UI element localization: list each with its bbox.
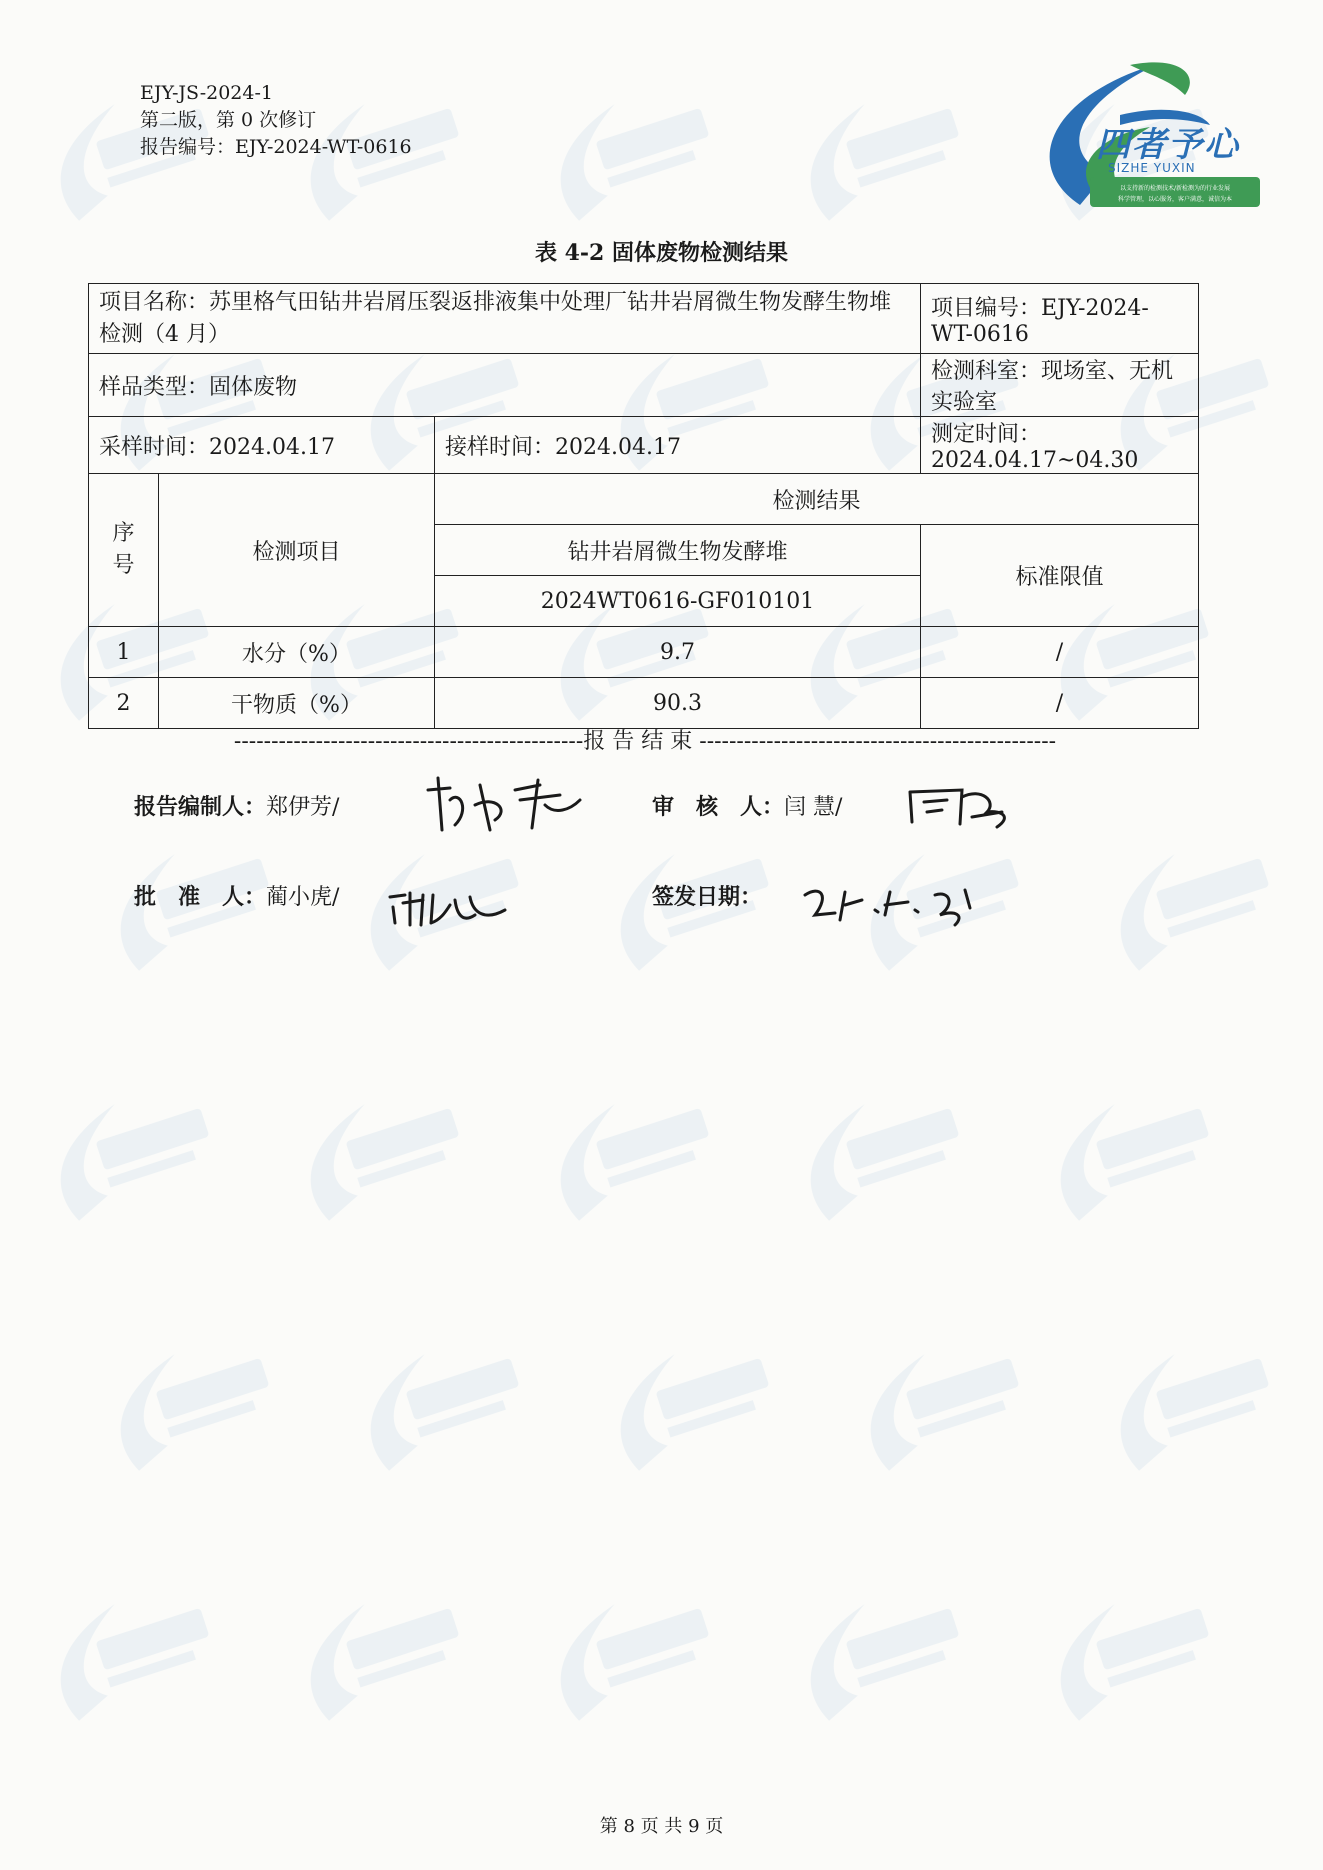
- watermark-logo-icon: [526, 1064, 744, 1237]
- reviewer-label: 审 核 人：: [652, 794, 785, 820]
- watermark-logo-icon: [26, 1064, 244, 1237]
- row-item: 干物质（%）: [159, 678, 435, 729]
- issue-date-row: [652, 880, 762, 911]
- watermark-logo-icon: [526, 64, 744, 237]
- approver-signature: [385, 885, 515, 930]
- preparer-label: 报告编制人：: [134, 794, 267, 820]
- row-seq: 1: [89, 627, 159, 678]
- watermark-logo-icon: [336, 1314, 554, 1487]
- watermark-logo-icon: [1026, 1564, 1244, 1737]
- report-end-line: -----------------------------------------------报 告 结 束 ------------------------------------------------: [233, 729, 1057, 754]
- watermark-logo-icon: [86, 1314, 304, 1487]
- row-limit: /: [921, 627, 1199, 678]
- logo-name-cn: 四者予心: [1096, 125, 1240, 165]
- row-item: 水分（%）: [159, 627, 435, 678]
- approver-row: [134, 880, 339, 911]
- lab-cell: 检测科室：现场室、无机实验室: [921, 354, 1199, 417]
- row-value: 90.3: [435, 678, 921, 729]
- preparer-row: [134, 790, 339, 821]
- col-result-header: 检测结果: [435, 474, 1199, 525]
- watermark-logo-icon: [1026, 1064, 1244, 1237]
- col-item-header: 检测项目: [159, 474, 435, 627]
- sample-name-header: 钻井岩屑微生物发酵堆: [435, 525, 921, 576]
- preparer-signature: [420, 770, 590, 840]
- table-row-times: [89, 417, 1199, 474]
- watermark-logo-icon: [276, 1064, 494, 1237]
- approver-label: 批 准 人：: [134, 884, 267, 910]
- watermark-logo-icon: [586, 1314, 804, 1487]
- approver-name: 蔺小虎/: [266, 885, 340, 910]
- report-number: 报告编号：EJY-2024-WT-0616: [140, 136, 412, 158]
- receiving-time-cell: 接样时间：2024.04.17: [435, 417, 921, 474]
- sample-type-cell: 样品类型：固体废物: [89, 354, 921, 417]
- row-value: 9.7: [435, 627, 921, 678]
- table-row-header-1: [89, 474, 1199, 525]
- logo-tagline-1: 以支持新的检测技术/新检测为的行业发展: [1119, 185, 1231, 192]
- row-limit: /: [921, 678, 1199, 729]
- col-seq-label: 序号: [112, 521, 135, 578]
- watermark-logo-icon: [26, 1564, 244, 1737]
- testing-time-cell: 测定时间：2024.04.17~04.30: [921, 417, 1199, 474]
- document-header: [140, 80, 412, 161]
- logo-tagline-box: [1090, 177, 1260, 207]
- project-no-cell: 项目编号：EJY-2024-WT-0616: [921, 284, 1199, 354]
- preparer-name: 郑伊芳/: [266, 795, 340, 820]
- logo-tagline-2: 科学管理，以心服务，客户满意，诚信为本: [1117, 196, 1232, 203]
- page-footer: 第 8 页 共 9 页: [599, 1816, 724, 1837]
- doc-code: EJY-JS-2024-1: [140, 82, 273, 104]
- table-row: [89, 627, 1199, 678]
- watermark-logo-icon: [1086, 814, 1304, 987]
- col-limit-header: 标准限值: [921, 525, 1199, 627]
- sampling-time-cell: 采样时间：2024.04.17: [89, 417, 435, 474]
- watermark-logo-icon: [526, 1564, 744, 1737]
- company-logo: [1010, 55, 1260, 215]
- issue-date-handwriting: [800, 880, 1010, 935]
- edition: 第二版，第 0 次修订: [140, 109, 317, 131]
- issue-date-label: 签发日期：: [652, 884, 763, 910]
- table-title: 表 4-2 固体废物检测结果: [534, 240, 789, 266]
- results-table: [88, 283, 1199, 729]
- watermark-logo-icon: [776, 1564, 994, 1737]
- reviewer-name: 闫 慧/: [784, 795, 843, 820]
- col-seq-header: [89, 474, 159, 627]
- watermark-logo-icon: [776, 64, 994, 237]
- logo-name-en: SIZHE YUXIN: [1108, 161, 1196, 175]
- watermark-logo-icon: [836, 1314, 1054, 1487]
- table-row-sample: [89, 354, 1199, 417]
- sample-id-header: 2024WT0616-GF010101: [435, 576, 921, 627]
- project-name-cell: 项目名称：苏里格气田钻井岩屑压裂返排液集中处理厂钻井岩屑微生物发酵生物堆检测（4 月）: [89, 284, 921, 354]
- reviewer-row: [652, 790, 842, 821]
- table-row: [89, 678, 1199, 729]
- watermark-logo-icon: [1086, 1314, 1304, 1487]
- watermark-logo-icon: [276, 1564, 494, 1737]
- reviewer-signature: [902, 782, 1022, 832]
- table-row-project: [89, 284, 1199, 354]
- watermark-logo-icon: [776, 1064, 994, 1237]
- row-seq: 2: [89, 678, 159, 729]
